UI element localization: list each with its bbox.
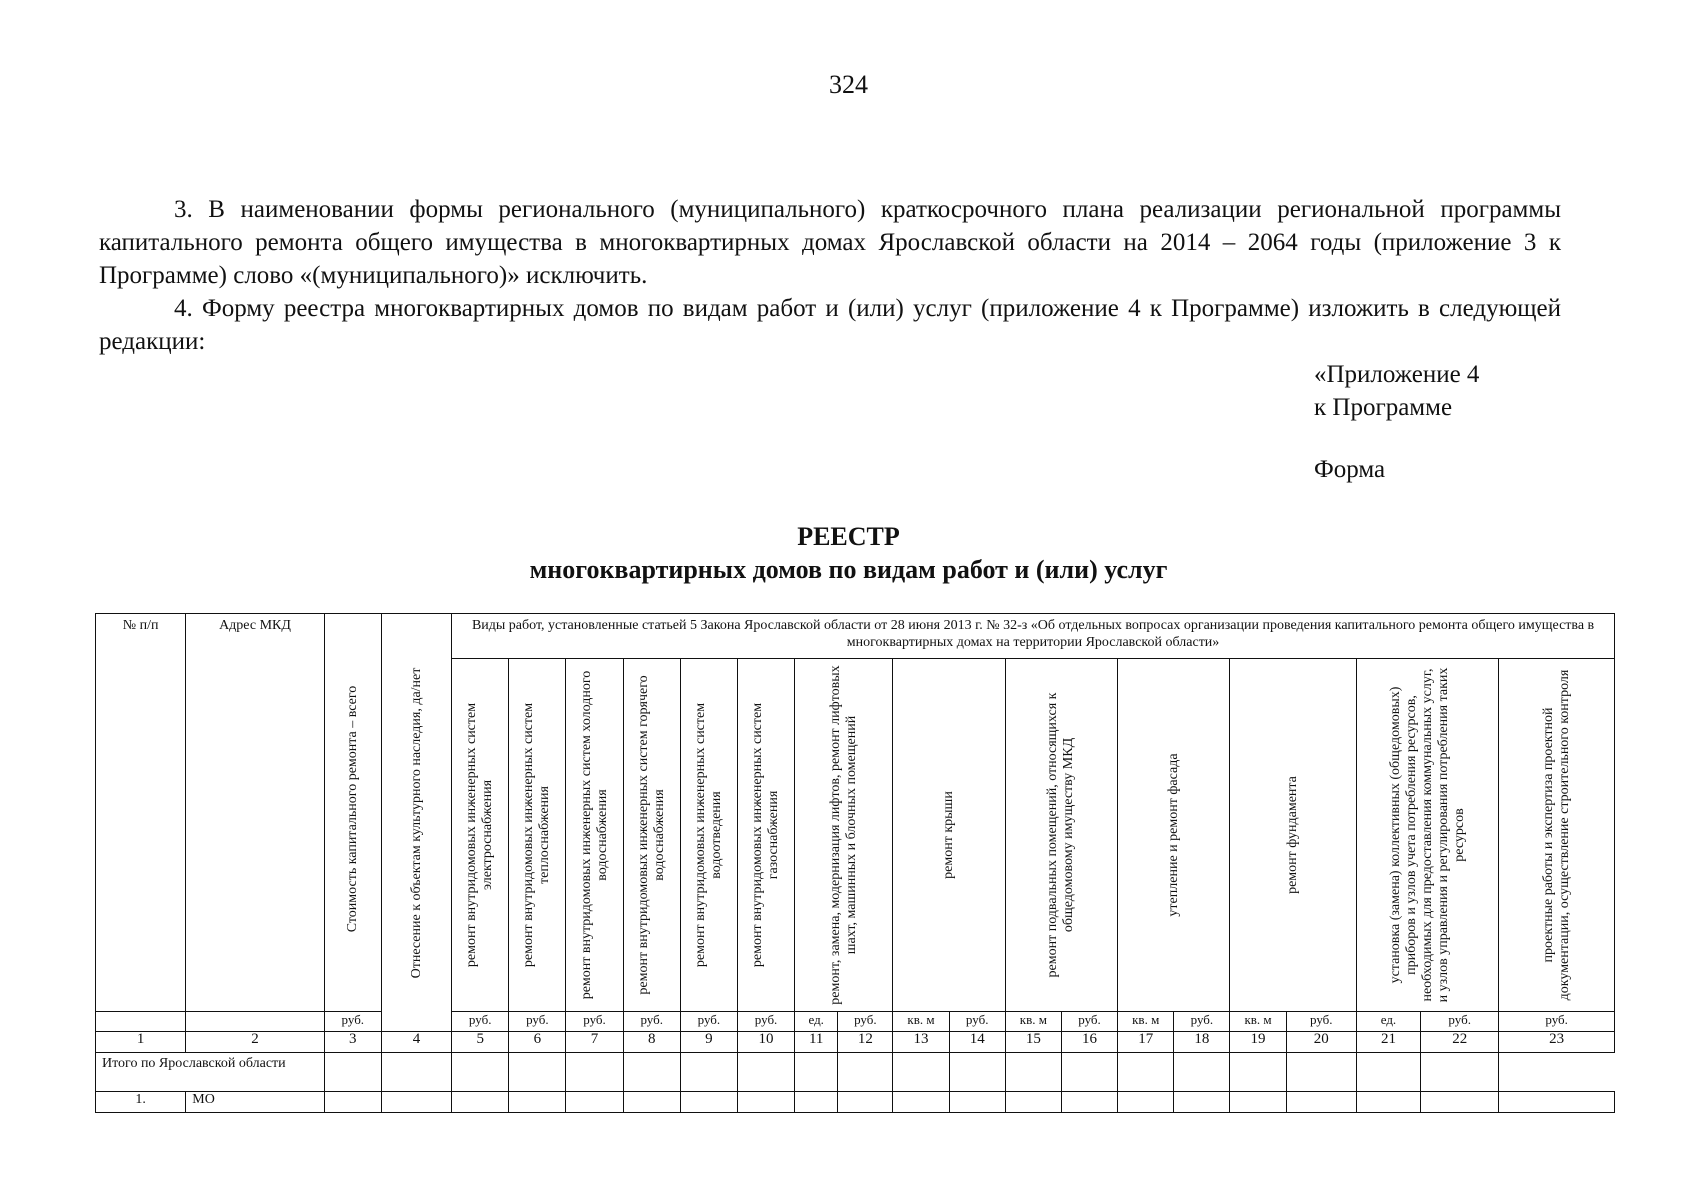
column-number: 12	[838, 1032, 893, 1053]
column-number: 8	[623, 1032, 680, 1053]
column-number: 13	[893, 1032, 949, 1053]
total-row	[96, 1053, 1615, 1092]
column-number: 2	[186, 1032, 324, 1053]
unit-cell: кв. м	[1230, 1012, 1286, 1032]
unit-cell-empty	[96, 1012, 186, 1032]
unit-cell: руб.	[838, 1012, 893, 1032]
unit-cell: кв. м	[1005, 1012, 1061, 1032]
paragraph-3: 3. В наименовании формы регионального (муниципального) краткосрочного плана реализации региональной программы капитального ремонта общего имущества в многоквартирных домах Ярославской области на 2014 – 2064 годы (приложение 3 к Программе) слово «(муниципального)» исключить.	[99, 196, 1561, 289]
unit-cell: руб.	[324, 1012, 381, 1032]
table-row	[96, 1092, 1615, 1113]
column-number: 23	[1499, 1032, 1615, 1053]
column-number: 6	[509, 1032, 566, 1053]
appendix-reference	[1314, 358, 1479, 424]
work-type-electric: ремонт внутридомовых инженерных систем электроснабжения	[452, 659, 509, 1012]
column-number: 7	[566, 1032, 623, 1053]
work-type-cold-water: ремонт внутридомовых инженерных систем холодного водоснабжения	[566, 659, 623, 1012]
unit-cell: руб.	[566, 1012, 623, 1032]
row-address: МО	[186, 1092, 324, 1113]
work-type-drainage: ремонт внутридомовых инженерных систем водоотведения	[680, 659, 737, 1012]
registry-title-line-2: многоквартирных домов по видам работ и (или) услуг	[529, 555, 1168, 584]
units-row	[96, 1012, 1615, 1032]
unit-cell: ед.	[1356, 1012, 1420, 1032]
unit-cell: руб.	[1421, 1012, 1499, 1032]
appendix-line-2: к Программе	[1314, 394, 1453, 421]
unit-cell: руб.	[1499, 1012, 1615, 1032]
page-number: 324	[829, 70, 868, 99]
unit-cell: руб.	[509, 1012, 566, 1032]
registry-table	[95, 613, 1615, 1113]
column-number: 5	[452, 1032, 509, 1053]
work-type-facade: утепление и ремонт фасада	[1118, 659, 1230, 1012]
column-number: 16	[1061, 1032, 1117, 1053]
column-number: 10	[737, 1032, 794, 1053]
column-number: 11	[795, 1032, 838, 1053]
paragraph-4: 4. Форму реестра многоквартирных домов по видам работ и (или) услуг (приложение 4 к Программе) изложить в следующей редакции:	[99, 295, 1561, 355]
work-type-basement: ремонт подвальных помещений, относящихся к общедомовому имуществу МКД	[1005, 659, 1117, 1012]
header-total-cost: Стоимость капитального ремонта – всего	[324, 614, 381, 1012]
column-numbers-row	[96, 1032, 1615, 1053]
unit-cell: руб.	[1061, 1012, 1117, 1032]
unit-cell-empty	[186, 1012, 324, 1032]
work-type-hot-water: ремонт внутридомовых инженерных систем горячего водоснабжения	[623, 659, 680, 1012]
column-number: 3	[324, 1032, 381, 1053]
header-address: Адрес МКД	[186, 614, 324, 1012]
column-number: 17	[1118, 1032, 1174, 1053]
column-number: 18	[1174, 1032, 1230, 1053]
unit-cell: руб.	[680, 1012, 737, 1032]
unit-cell: кв. м	[1118, 1012, 1174, 1032]
work-type-roof: ремонт крыши	[893, 659, 1005, 1012]
unit-cell: руб.	[1174, 1012, 1230, 1032]
column-number: 15	[1005, 1032, 1061, 1053]
unit-cell: руб.	[1286, 1012, 1356, 1032]
form-label: Форма	[1314, 456, 1386, 483]
column-number: 20	[1286, 1032, 1356, 1053]
column-number: 19	[1230, 1032, 1286, 1053]
row-number: 1.	[96, 1092, 186, 1113]
work-type-foundation: ремонт фундамента	[1230, 659, 1356, 1012]
unit-cell: руб.	[452, 1012, 509, 1032]
header-work-types: Виды работ, установленные статьей 5 Закона Ярославской области от 28 июня 2013 г. № 32-з «Об отдельных вопросах организации проведения капитального ремонта общего имущества в многоквартирных домах на территории Ярославской области»	[452, 614, 1615, 659]
header-number: № п/п	[96, 614, 186, 1012]
unit-cell: руб.	[623, 1012, 680, 1032]
unit-cell: кв. м	[893, 1012, 949, 1032]
total-row-label: Итого по Ярославской области	[96, 1053, 325, 1092]
work-type-gas: ремонт внутридомовых инженерных систем газоснабжения	[737, 659, 794, 1012]
registry-title-line-1: РЕЕСТР	[797, 522, 900, 551]
column-number: 9	[680, 1032, 737, 1053]
registry-title	[0, 520, 1697, 586]
unit-cell: руб.	[949, 1012, 1005, 1032]
column-number: 1	[96, 1032, 186, 1053]
column-number: 4	[381, 1032, 451, 1053]
appendix-line-1: «Приложение 4	[1314, 361, 1480, 388]
header-cultural-heritage: Отнесение к объектам культурного наследия, да/нет	[381, 614, 451, 1032]
column-number: 22	[1421, 1032, 1499, 1053]
work-type-heating: ремонт внутридомовых инженерных систем теплоснабжения	[509, 659, 566, 1012]
column-number: 21	[1356, 1032, 1420, 1053]
work-type-elevators: ремонт, замена, модернизация лифтов, ремонт лифтовых шахт, машинных и блочных помещений	[795, 659, 893, 1012]
unit-cell: руб.	[737, 1012, 794, 1032]
column-number: 14	[949, 1032, 1005, 1053]
unit-cell: ед.	[795, 1012, 838, 1032]
body-text	[99, 193, 1561, 358]
work-type-design: проектные работы и экспертиза проектной документации, осуществление строительного контроля	[1499, 659, 1615, 1012]
work-type-meters: установка (замена) коллективных (общедомовых) приборов и узлов учета потребления ресурсов, необходимых для предоставления коммунальных услуг, и узлов управления и регулирования потребления таких ресурсов	[1356, 659, 1498, 1012]
